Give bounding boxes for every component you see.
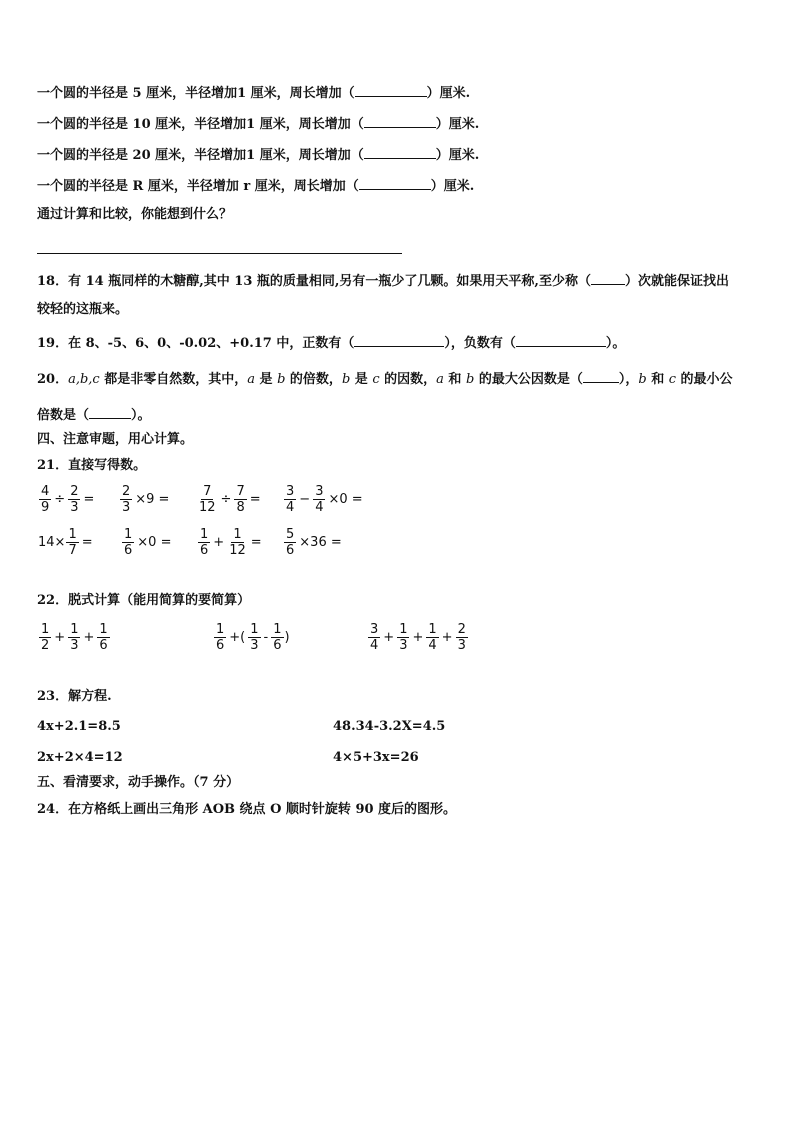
q20-line-1: 20．a,b,c 都是非零自然数，其中，a 是 b 的倍数，b 是 c 的因数，a 和 b 的最大公因数是（ ），b 和 c 的最小公: [37, 369, 733, 389]
q21-expr-5: 14× $\frac{1}{7}$ =: [38, 527, 93, 558]
q21-expr-3: $\frac{7}{12}$ ÷ $\frac{7}{8}$ =: [199, 484, 261, 515]
answer-blank[interactable]: [516, 333, 606, 347]
answer-blank[interactable]: [354, 333, 444, 347]
answer-blank[interactable]: [591, 271, 625, 285]
section-5-heading: 五、看清要求，动手操作。（7 分）: [37, 775, 240, 790]
q23-title: 23．解方程.: [37, 689, 112, 704]
q18-line-1: 18．有 14 瓶同样的木糖醇,其中 13 瓶的质量相同,另有一瓶少了几颗。如果用天平称,至少称（ ）次就能保证找出: [37, 271, 729, 291]
answer-blank[interactable]: [355, 83, 427, 97]
q22-expr-3: $\frac{3}{4}$ + $\frac{1}{3}$ + $\frac{1}{4}$ + $\frac{2}{3}$: [370, 622, 466, 653]
q21-expr-6: $\frac{1}{6}$ ×0 =: [124, 527, 172, 558]
q22-expr-1: $\frac{1}{2}$ + $\frac{1}{3}$ + $\frac{1}{6}$: [41, 622, 108, 653]
q17-line-4: 一个圆的半径是 R 厘米，半径增加 r 厘米，周长增加（ ）厘米.: [37, 176, 474, 196]
q21-expr-1: $\frac{4}{9}$ ÷ $\frac{2}{3}$ =: [41, 484, 95, 515]
q20-line-2: 倍数是（ ）。: [37, 405, 151, 425]
q23-equation-3: 2x+2×4=12: [37, 750, 123, 765]
q17-line-1: 一个圆的半径是 5 厘米，半径增加1 厘米，周长增加（ ）厘米.: [37, 83, 470, 103]
q21-expr-4: $\frac{3}{4}$ − $\frac{3}{4}$ ×0 =: [286, 484, 363, 515]
q23-equation-2: 48.34-3.2X=4.5: [333, 719, 446, 734]
q21-expr-8: $\frac{5}{6}$ ×36 =: [286, 527, 342, 558]
q23-equation-1: 4x+2.1=8.5: [37, 719, 121, 734]
q21-expr-2: $\frac{2}{3}$ ×9 =: [122, 484, 170, 515]
answer-blank[interactable]: [364, 145, 436, 159]
q17-answer-line[interactable]: [37, 253, 402, 254]
q17-line-3: 一个圆的半径是 20 厘米，半径增加1 厘米，周长增加（ ）厘米.: [37, 145, 479, 165]
q22-title: 22．脱式计算（能用简算的要简算）: [37, 593, 251, 608]
q18-line-2: 较轻的这瓶来。: [37, 302, 129, 317]
q21-expr-7: $\frac{1}{6}$ + $\frac{1}{12}$ =: [200, 527, 262, 558]
q19-line: 19．在 8、-5、6、0、-0.02、+0.17 中，正数有（ ），负数有（ ）。: [37, 333, 625, 353]
q23-equation-4: 4×5+3x=26: [333, 750, 419, 765]
q24-text: 24．在方格纸上画出三角形 AOB 绕点 O 顺时针旋转 90 度后的图形。: [37, 802, 457, 817]
q21-title: 21．直接写得数。: [37, 458, 147, 473]
q17-prompt: 通过计算和比较，你能想到什么？: [37, 207, 233, 222]
q17-line-2: 一个圆的半径是 10 厘米，半径增加1 厘米，周长增加（ ）厘米.: [37, 114, 479, 134]
answer-blank[interactable]: [583, 369, 619, 383]
answer-blank[interactable]: [89, 405, 131, 419]
section-4-heading: 四、注意审题，用心计算。: [37, 432, 194, 447]
answer-blank[interactable]: [359, 176, 431, 190]
q22-expr-2: $\frac{1}{6}$ +( $\frac{1}{3}$ - $\frac{1}{6}$ ): [216, 622, 290, 653]
answer-blank[interactable]: [364, 114, 436, 128]
